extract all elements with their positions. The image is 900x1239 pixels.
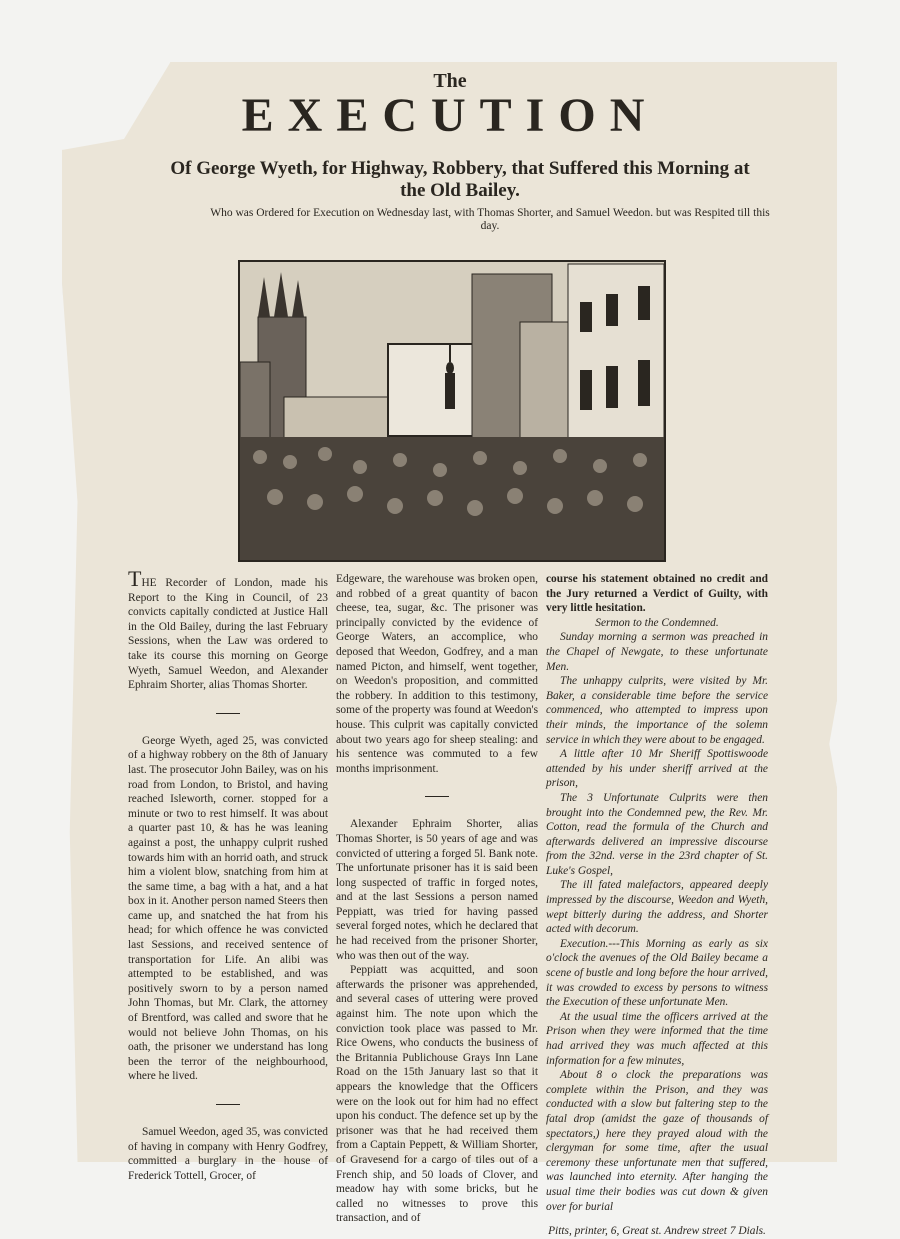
woodcut-illustration [238,260,666,562]
sermon-heading: Sermon to the Condemned. [595,616,719,629]
weedon-continued: Edgeware, the warehouse was broken open, and robbed of a great quantity of bacon cheese, tea, sugar, &c. The prisoner was principally convicted by the evidence of George Waters, an accomplice, who deposed that Weedon, Godfrey, and a man named Picton, and himself, went together, on Weedon's proposition, and committed the robbery. In addition to this testimony, some of the property was found at Weedon's house. This culprit was capitally convicted about two years ago for sheep stealing: and his sentence was commuted to a few months imprisonment. [336,573,538,775]
column-1 [128,566,328,1183]
condemned-pew-paragraph: The 3 Unfortunate Culprits were then brought into the Condemned pew, the Rev. Mr. Cotton, read the formula of the Church and afterwards delivered an impressive discourse from the 32nd. verse in the 23rd chapter of St. Luke's Gospel, [546,791,768,877]
preparations-paragraph: About 8 o clock the preparations was complete within the Prison, and they was conducted with a slow but faltering step to the fatal drop (amidst the gaze of thousands of spectators,) here they prayed aloud with the clergyman for some time, after the usual ceremony these unfortunate men that suffered, was launched into eternity. After hanging the usual time their bodies was cut down & given over for burial [546,1069,768,1213]
column-2 [336,572,538,1226]
shorter-paragraph: Alexander Ephraim Shorter, alias Thomas Shorter, is 50 years of age and was convicted of uttering a forged 5l. Bank note. The unfortunate prisoner has it is said been long suspected of traffic in forged notes, and at the last Sessions a person named Peppiatt, was tried for having passed several forged notes, which he declared that he had received from the prisoner Shorter, who was then out of the way. [336,818,538,962]
execution-paragraph: Execution.---This Morning as early as six o'clock the avenues of the Old Bailey became a scene of bustle and long before the hour arrived, it was crowded to excess by persons to witness the Execution of these unfortunate Men. [546,937,768,1009]
title-the: The [433,70,467,92]
verdict-paragraph: course his statement obtained no credit and the Jury returned a Verdict of Guilty, with very little hesitation. [546,573,768,615]
subtitle: Of George Wyeth, for Highway, Robbery, that Suffered this Morning at the Old Bailey. [170,158,750,201]
divider [425,796,449,797]
sermon-paragraph: Sunday morning a sermon was preached in the Chapel of Newgate, to these unfortunate Men. [546,631,768,673]
subheading: Who was Ordered for Execution on Wednesday last, with Thomas Shorter, and Samuel Weedon. but was Respited till this day. [210,207,770,232]
sheriff-paragraph: A little after 10 Mr Sheriff Spottiswoode attended by his under sheriff arrived at the prison, [546,748,768,790]
intro-paragraph: THE Recorder of London, made his Report to the King in Council, of 23 convicts capitally condicted at Justice Hall in the Old Bailey, during the last February Sessions, when the Law was ordered to take its course this morning on George Wyeth, Samuel Weedon, and Alexander Ephraim Shorter, alias Thomas Shorter. [128,566,328,692]
wyeth-paragraph: George Wyeth, aged 25, was convicted of a highway robbery on the 8th of January last. The prosecutor John Bailey, was on his road from London, to Bristol, and having reached Isleworth, corner. stopped for a minute or two to rest himself. It was about a quarter past 10, & has he was leaning against a post, the unhappy culprit rushed towards him with an horrid oath, and struck him a violent blow, snatching from him at the same time, a bag with a hat, and a hat box in it. Another person named Steers then came up, and snatched the hat from his head; for which offence he was convicted last Sessions, and received sentence of transportation for Life. An alibi was attempted to be established, and was positively sworn to by a person named John Thomas, but Mr. Clark, the attorney of Brentford, was called and swore that he would not believe John Thomas, on his oath, the prisoner we understand has long been the terror of the neighbourhood, where he lived. [128,734,328,1083]
peppiatt-paragraph: Peppiatt was acquitted, and soon afterwards the prisoner was apprehended, and several cases of uttering were proved against him. The note upon which the conviction took place was passed to Mr. Rice Owens, who conducts the business of the Britannia Publichouse Grays Inn Lane Road on the 15th January last so that it appears the knowledge that the Officers were on the look out for him had no effect upon his conduct. The defence set up by the prisoner was that he had received them from a Captain Peppett, & William Shorter, of Gravesend for a cargo of tiles out of a French ship, and 50 loads of Clover, and meadow hay with some bricks, but he called no witnesses to prove this transaction, and of [336,964,538,1225]
drop-cap: T [128,566,142,591]
malefactors-paragraph: The ill fated malefactors, appeared deeply impressed by the discourse, Weedon and Wyeth, wept bitterly during the address, and Shorter acted with decorum. [546,879,768,936]
weedon-paragraph: Samuel Weedon, aged 35, was convicted of having in company with Henry Godfrey, committed a burglary in the house of Frederick Tottell, Grocer, of [128,1126,328,1182]
officers-paragraph: At the usual time the officers arrived at the Prison when they were informed that the time had arrived they was much affected at this information for a few minutes, [546,1010,768,1067]
column-3 [546,572,768,1239]
divider [216,1104,240,1105]
printer-imprint: Pitts, printer, 6, Great st. Andrew street 7 Dials. [548,1225,766,1238]
divider [216,713,240,714]
title-execution: EXECUTION [241,89,659,142]
visit-paragraph: The unhappy culprits, were visited by Mr. Baker, a considerable time before the service commenced, who attempted to impress upon their minds, the importance of the solemn service in which they were about to be engaged. [546,675,768,746]
